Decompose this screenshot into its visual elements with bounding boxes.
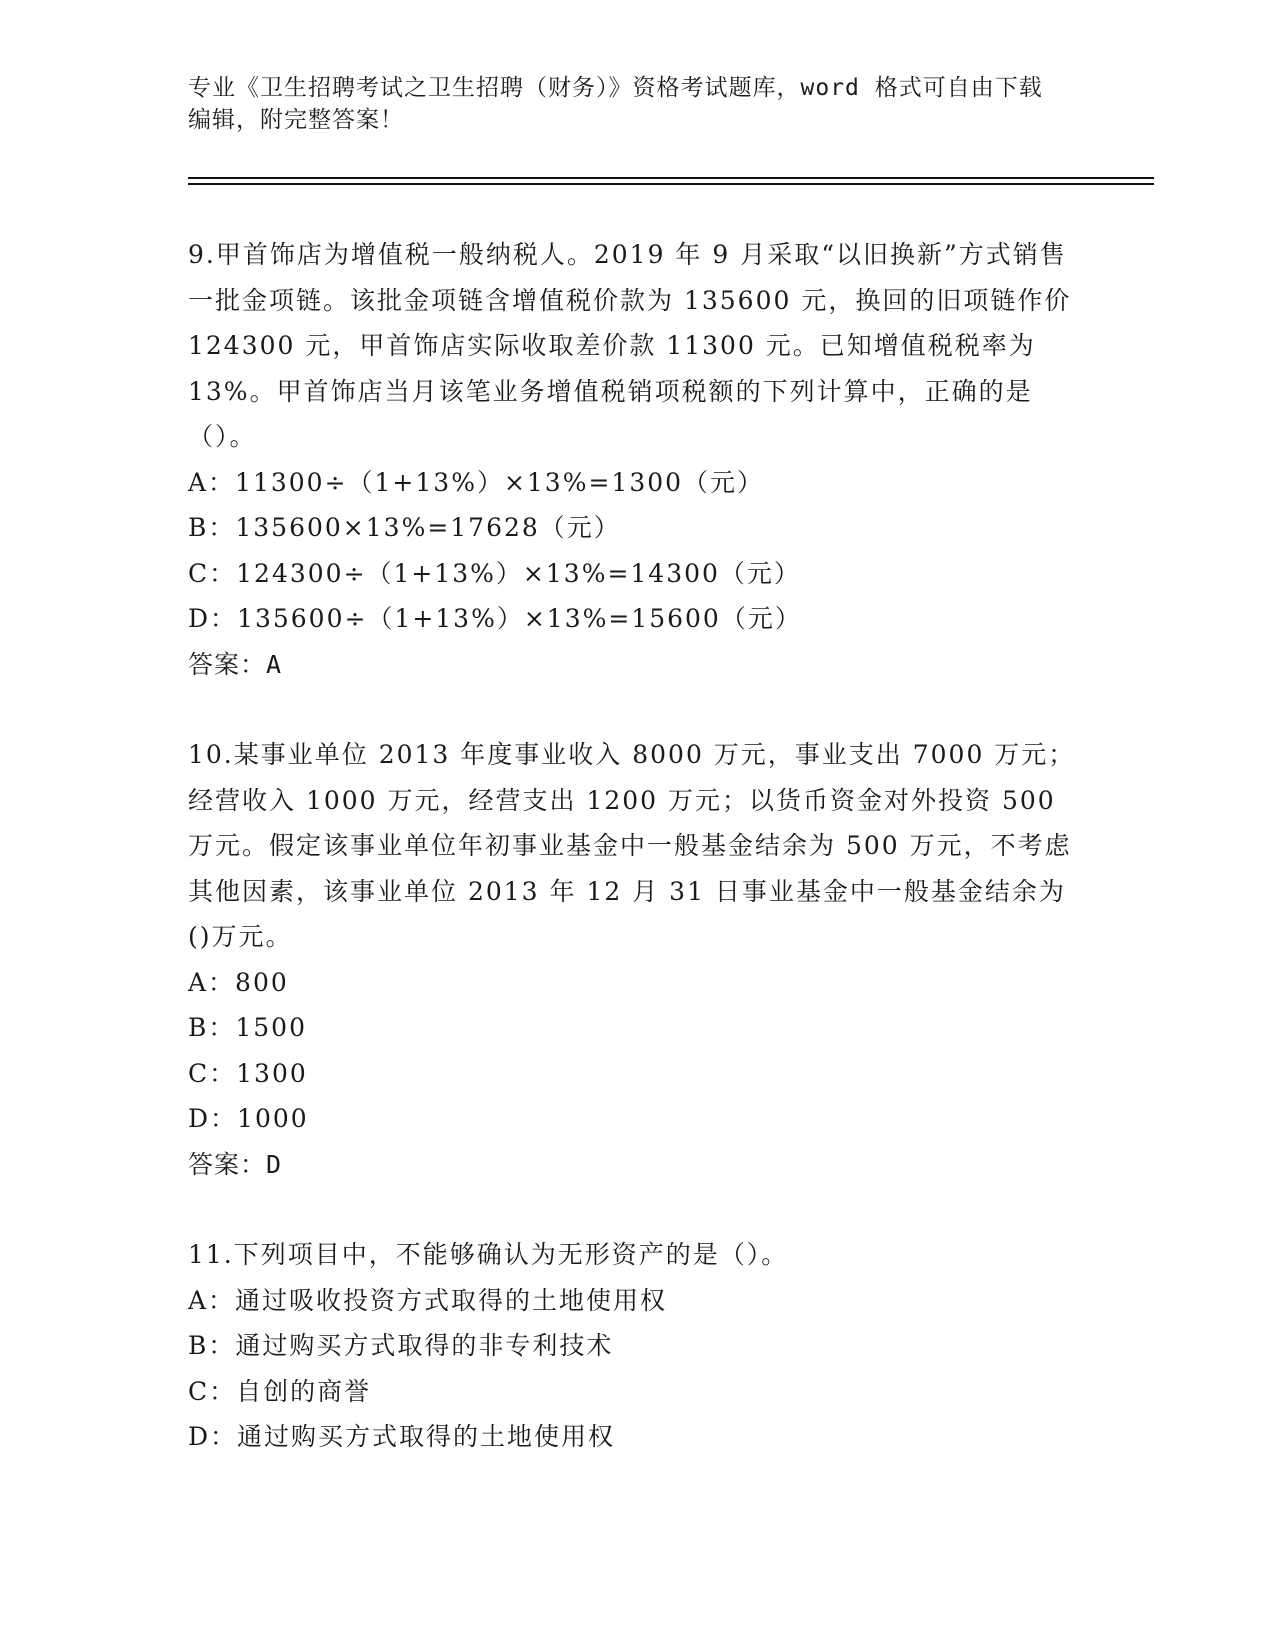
- option-c: C：124300÷（1+13%）×13%=14300（元）: [188, 558, 801, 588]
- option-a: A：800: [188, 967, 289, 997]
- document-header: [188, 72, 1088, 136]
- option-c: C：1300: [188, 1058, 308, 1088]
- question-spacer: [188, 687, 1088, 732]
- answer-line: 答案：D: [188, 1149, 283, 1179]
- question-stem: 11.下列项目中，不能够确认为无形资产的是（）。: [188, 1240, 789, 1269]
- question-spacer: [188, 1187, 1088, 1232]
- answer-line: 答案：A: [188, 649, 283, 679]
- option-a: A：11300÷（1+13%）×13%=1300（元）: [188, 467, 765, 497]
- question-10: [188, 732, 1088, 1187]
- option-d: D：通过购买方式取得的土地使用权: [188, 1422, 616, 1451]
- question-stem: 9.甲首饰店为增值税一般纳税人。2019 年 9 月采取“以旧换新”方式销售一批金项链。该批金项链含增值税价款为 135600 元，换回的旧项链作价 124300 元，甲首饰店实际收取差价款 11300 元。已知增值税税率为 13%。甲首饰店当月该笔业务增值税销项税额的下列计算中，正确的是（）。: [188, 240, 1072, 451]
- option-d: D：1000: [188, 1104, 309, 1133]
- option-c: C：自创的商誉: [188, 1376, 372, 1406]
- option-b: B：通过购买方式取得的非专利技术: [188, 1331, 614, 1360]
- option-b: B：135600×13%=17628（元）: [188, 513, 621, 542]
- header-rule-bottom: [188, 183, 1154, 185]
- header-line-2: 编辑，附完整答案！: [188, 107, 404, 133]
- option-a: A：通过吸收投资方式取得的土地使用权: [188, 1285, 668, 1315]
- question-9: [188, 232, 1088, 687]
- question-list: [188, 232, 1088, 1460]
- question-11: [188, 1232, 1088, 1460]
- header-rule-top: [188, 177, 1154, 179]
- header-line-1: 专业《卫生招聘考试之卫生招聘（财务）》资格考试题库，word 格式可自由下载: [188, 75, 1043, 101]
- question-stem: 10.某事业单位 2013 年度事业收入 8000 万元，事业支出 7000 万元；经营收入 1000 万元，经营支出 1200 万元；以货币资金对外投资 500 万元。假定该事业单位年初事业基金中一般基金结余为 500 万元，不考虑其他因素，该事业单位 2013 年 12 月 31 日事业基金中一般基金结余为()万元。: [188, 740, 1076, 951]
- option-b: B：1500: [188, 1013, 307, 1042]
- option-d: D：135600÷（1+13%）×13%=15600（元）: [188, 604, 802, 633]
